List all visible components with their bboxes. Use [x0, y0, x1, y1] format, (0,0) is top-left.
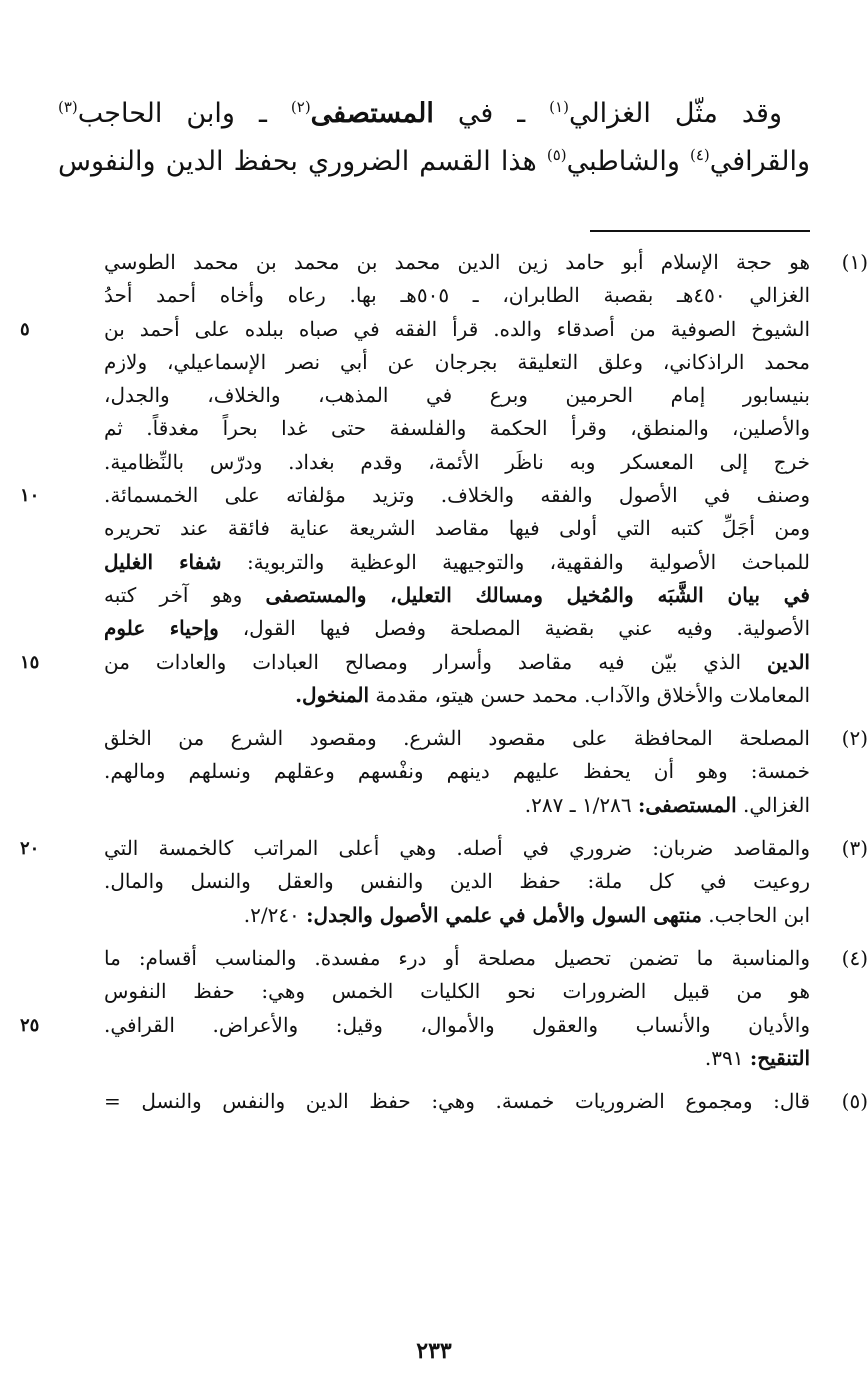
footnote-text: الذي بيّن فيه مقاصد وأسرار ومصالح العبادات والعادات من — [104, 649, 768, 674]
footnote-text: بنيسابور إمام الحرمين وبرع في المذهب، والخلاف، والجدل، — [104, 383, 810, 408]
main-line-2 — [58, 138, 810, 186]
footnote-text: ومن أجَلِّ كتبه التي أولى فيها مقاصد الشريعة عناية فائقة عند تحريره — [104, 516, 810, 541]
footnote-line — [104, 279, 810, 312]
footnote-text: والأديان والأنساب والعقول والأموال، وقيل: والأعراض. القرافي. — [104, 1012, 810, 1037]
footnote-3 — [0, 832, 868, 932]
footnote-text: خرج إلى المعسكر وبه ناظَر الأئمة، وقدم بغداد. ودرّس بالنِّظامية. — [104, 449, 810, 474]
footnote-text: وهو آخر كتبه — [104, 582, 266, 607]
page-number: ٢٣٣ — [416, 1338, 452, 1364]
footnote-line — [104, 1085, 868, 1118]
footnote-text: ١/٢٨٦ ـ ٢٨٧. — [524, 792, 639, 817]
book-title: منتهى السول والأمل في علمي الأصول والجدل: — [306, 902, 702, 927]
main-line-1 — [58, 90, 810, 138]
footnote-text: ٢/٢٤٠. — [243, 902, 307, 927]
footnote-4 — [0, 942, 868, 1075]
footnotes — [0, 246, 868, 1118]
footnote-ref-3: (٣) — [58, 98, 78, 116]
footnote-line — [104, 512, 810, 545]
footnote-text: وصنف في الأصول والفقه والخلاف. وتزيد مؤلفاته على الخمسمائة. — [104, 483, 810, 508]
footnote-text: الشيوخ الصوفية من أصدقاء والده. قرأ الفقه في صباه ببلده على أحمد بن — [104, 316, 810, 341]
book-title: شفاء الغليل — [104, 549, 222, 574]
footnote-ref-4: (٤) — [689, 146, 710, 164]
line-number-10: ١٠ — [20, 485, 40, 507]
footnote-text: ٣٩١. — [704, 1045, 750, 1070]
footnote-line — [104, 942, 868, 975]
footnote-line — [20, 479, 810, 512]
footnote-text: محمد الراذكاني، وعلق التعليقة بجرجان عن أبي نصر الإسماعيلي، ولازم — [104, 349, 810, 374]
footnote-number: (٣) — [841, 836, 868, 861]
footnote-text: المصلحة المحافظة على مقصود الشرع. ومقصود الشرع من الخلق — [104, 726, 810, 751]
footnote-number: (٤) — [841, 945, 868, 970]
footnote-number: (٢) — [841, 726, 868, 751]
footnote-line — [104, 579, 810, 612]
book-title: وإحياء علوم — [104, 616, 219, 641]
book-title: الدين — [767, 649, 810, 674]
line-number-20: ٢٠ — [20, 838, 40, 860]
footnote-text: والمناسبة ما تضمن تحصيل مصلحة أو درء مفسدة. والمناسب أقسام: ما — [104, 945, 810, 970]
footnote-line — [20, 646, 810, 679]
text-segment: والشاطبي — [566, 146, 690, 177]
footnote-separator — [590, 230, 810, 232]
text-segment: ـ في — [433, 98, 550, 129]
footnote-text: الغزالي ٤٥٠هـ بقصبة الطابران، ـ ٥٠٥هـ بها. رعاه وأخاه أحمد أحدُ — [104, 283, 810, 308]
text-segment: ـ وابن الحاجب — [77, 98, 291, 129]
footnote-line — [104, 975, 810, 1008]
book-title: التنقيح: — [749, 1045, 810, 1070]
footnote-text: والمقاصد ضربان: ضروري في أصله. وهي أعلى المراتب كالخمسة التي — [104, 836, 810, 861]
book-title: المنخول. — [295, 682, 370, 707]
footnote-line — [104, 789, 810, 822]
footnote-5 — [0, 1085, 868, 1118]
footnote-number: (١) — [841, 250, 868, 274]
line-number-5: ٥ — [20, 318, 30, 340]
footnote-line — [20, 313, 810, 346]
footnote-line — [104, 755, 810, 788]
footnote-text: خمسة: وهو أن يحفظ عليهم دينهم ونفْسهم وعقلهم ونسلهم ومالهم. — [104, 759, 810, 784]
line-number-25: ٢٥ — [20, 1014, 40, 1036]
footnote-line — [104, 1042, 810, 1075]
footnote-line — [104, 612, 810, 645]
footnote-ref-2: (٢) — [290, 98, 311, 116]
footnote-text: المعاملات والأخلاق والآداب. محمد حسن هيتو، مقدمة — [369, 682, 810, 707]
text-segment: والقرافي — [709, 146, 810, 177]
footnote-line — [104, 899, 810, 932]
footnote-line — [104, 679, 810, 712]
book-title-mustasfa: المستصفى — [310, 98, 434, 129]
footnote-ref-5: (٥) — [546, 146, 567, 164]
footnote-line — [104, 546, 810, 579]
footnote-line — [20, 1009, 810, 1042]
footnote-text: والأصلين، والمنطق، وقرأ الحكمة والفلسفة حتى غدا بحراً مغدقاً. ثم — [104, 416, 810, 441]
footnote-line — [104, 246, 868, 279]
footnote-text: قال: ومجموع الضروريات خمسة. وهي: حفظ الدين والنفس والنسل = — [104, 1089, 810, 1114]
footnote-2 — [0, 722, 868, 822]
footnote-text: روعيت في كل ملة: حفظ الدين والنفس والعقل والنسل والمال. — [104, 869, 810, 894]
footnote-text: ابن الحاجب. — [701, 902, 810, 927]
footnote-line — [104, 865, 810, 898]
text-segment: هذا القسم الضروري بحفظ الدين والنفوس — [58, 146, 547, 177]
footnote-1 — [0, 246, 868, 712]
line-number-15: ١٥ — [20, 651, 40, 673]
book-title: في بيان الشَّبَه والمُخيل ومسالك التعليل، والمستصفى — [265, 582, 810, 607]
footnote-line — [104, 412, 810, 445]
footnote-text: هو حجة الإسلام أبو حامد زين الدين محمد بن محمد بن محمد الطوسي — [104, 250, 810, 274]
footnote-text: الأصولية. وفيه عني بقضية المصلحة وفصل فيها القول، — [218, 616, 811, 641]
footnote-number: (٥) — [841, 1089, 868, 1114]
footnote-line — [104, 446, 810, 479]
main-text — [58, 90, 810, 186]
text-segment: وقد مثّل الغزالي — [568, 98, 782, 129]
footnote-line — [104, 346, 810, 379]
footnote-line — [20, 832, 868, 865]
footnote-text: للمباحث الأصولية والفقهية، والتوجيهية الوعظية والتربوية: — [221, 549, 811, 574]
footnote-line — [104, 379, 810, 412]
footnote-ref-1: (١) — [549, 98, 569, 116]
footnote-line — [104, 722, 868, 755]
book-title: المستصفى: — [638, 792, 737, 817]
footnote-text: الغزالي. — [736, 792, 810, 817]
footnote-text: هو من قبيل الضرورات نحو الكليات الخمس وهي: حفظ النفوس — [104, 979, 810, 1004]
